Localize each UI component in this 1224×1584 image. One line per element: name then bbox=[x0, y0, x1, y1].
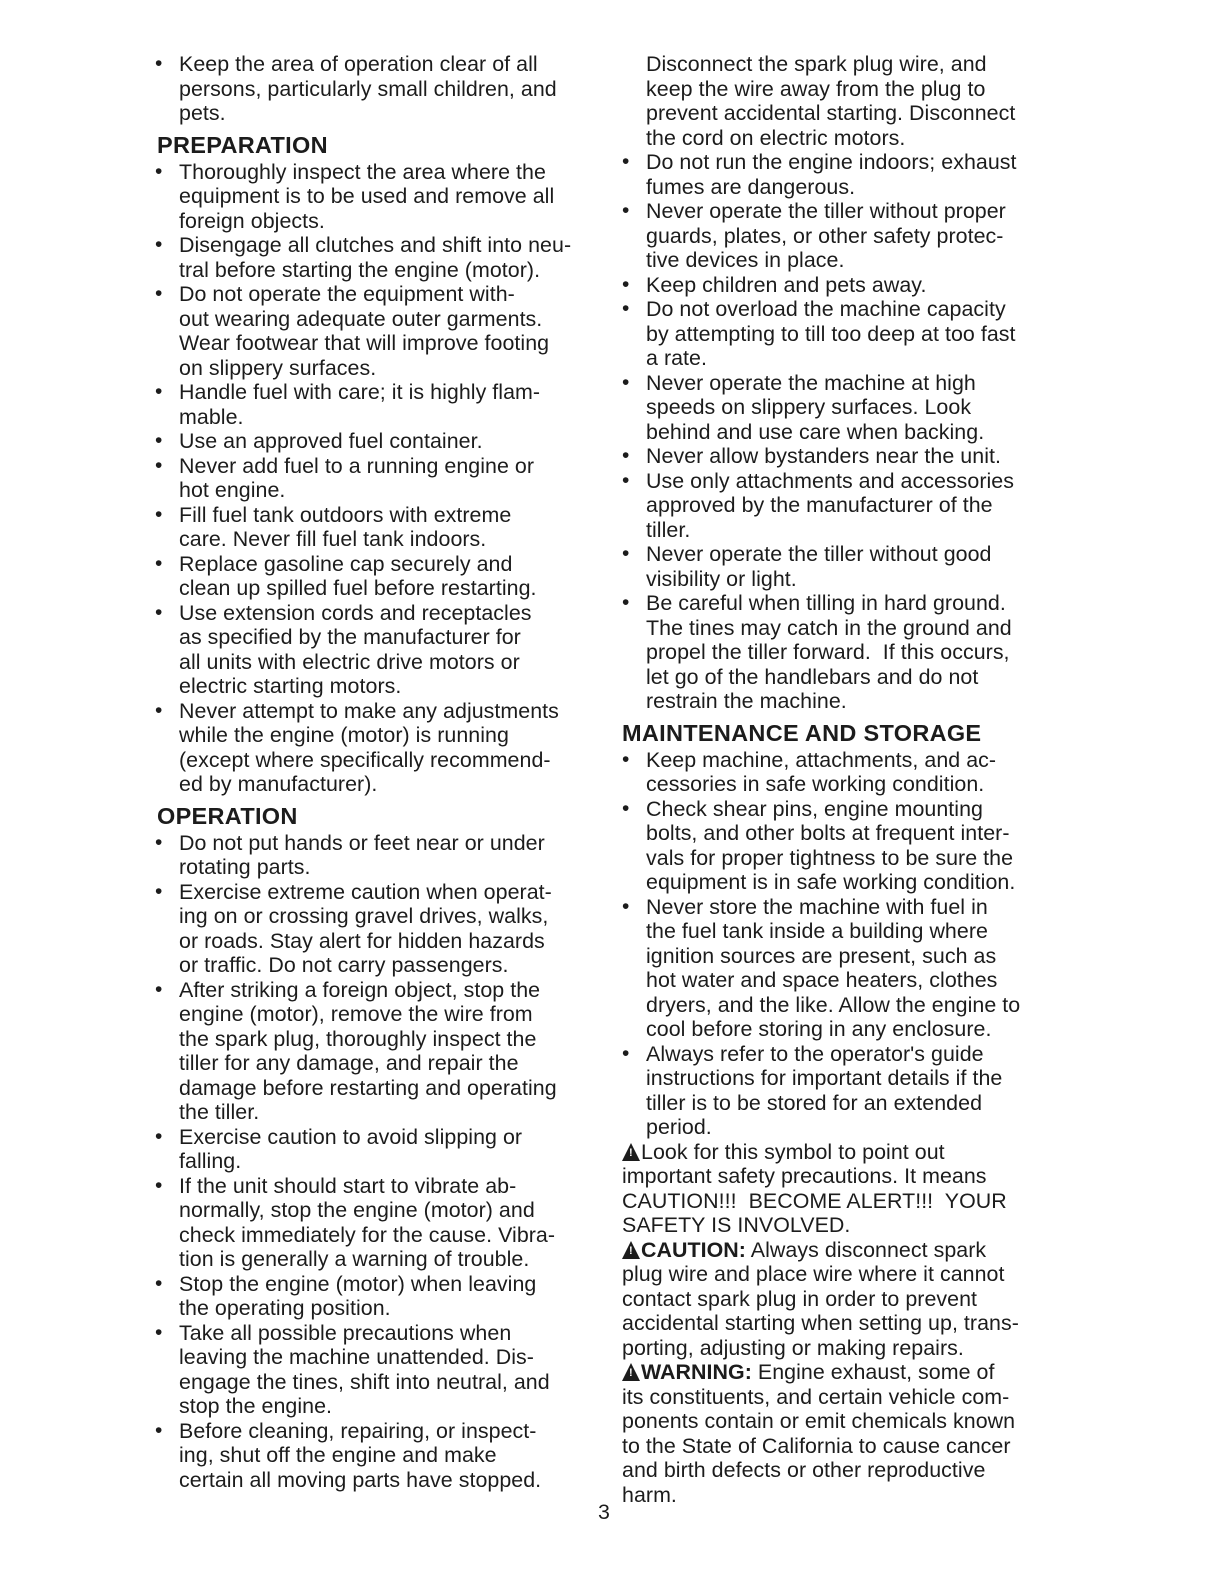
bullet-icon: • bbox=[622, 370, 630, 394]
list-item bbox=[155, 1419, 603, 1493]
text-line: Stop the engine (motor) when leaving bbox=[179, 1271, 537, 1296]
bullet-icon: • bbox=[155, 52, 163, 75]
text-line: Fill fuel tank outdoors with extreme bbox=[179, 502, 512, 527]
bullet-icon: • bbox=[155, 380, 163, 403]
list-item bbox=[155, 831, 603, 880]
text-line: pets. bbox=[179, 101, 226, 125]
list-item bbox=[155, 1174, 603, 1272]
text-line: the tiller. bbox=[179, 1100, 260, 1124]
text-line: ed by manufacturer). bbox=[179, 772, 378, 796]
text-line: tiller is to be stored for an extended bbox=[646, 1090, 983, 1115]
list-item bbox=[622, 150, 1062, 199]
bullet-icon: • bbox=[622, 1041, 630, 1065]
text-line: cool before storing in any enclosure. bbox=[646, 1017, 992, 1041]
preparation-heading: PREPARATION bbox=[157, 131, 328, 158]
text-line: engage the tines, shift into neutral, and bbox=[179, 1369, 550, 1394]
caution-first-line: Always disconnect spark bbox=[745, 1237, 987, 1262]
text-line: ignition sources are present, such as bbox=[646, 943, 997, 968]
list-item bbox=[622, 469, 1062, 543]
text-line: approved by the manufacturer of the bbox=[646, 493, 993, 517]
text-line: let go of the handlebars and do not bbox=[646, 664, 979, 689]
list-item bbox=[155, 1272, 603, 1321]
text-line: rotating parts. bbox=[179, 855, 311, 879]
text-line: fumes are dangerous. bbox=[646, 174, 856, 199]
bullet-icon: • bbox=[155, 1124, 163, 1148]
list-item bbox=[155, 1321, 603, 1419]
bullet-icon: • bbox=[155, 600, 163, 624]
bullet-icon: • bbox=[155, 551, 163, 575]
text-line: harm. bbox=[622, 1482, 677, 1507]
list-item bbox=[622, 797, 1062, 895]
text-line: Always refer to the operator's guide bbox=[646, 1041, 984, 1066]
text-line: Use an approved fuel container. bbox=[179, 429, 483, 453]
bullet-icon: • bbox=[155, 502, 163, 526]
text-line: Never allow bystanders near the unit. bbox=[646, 444, 1001, 468]
text-line: restrain the machine. bbox=[646, 689, 847, 713]
list-item bbox=[155, 429, 603, 454]
text-line: tion is generally a warning of trouble. bbox=[179, 1247, 530, 1271]
warning-first-line: Engine exhaust, some of bbox=[751, 1360, 995, 1384]
text-line: hot water and space heaters, clothes bbox=[646, 968, 998, 992]
list-item bbox=[155, 552, 603, 601]
symbol-note-first-line: Look for this symbol to point out bbox=[641, 1139, 945, 1164]
text-line: to the State of California to cause cancer bbox=[622, 1433, 1011, 1458]
maintenance-heading: MAINTENANCE AND STORAGE bbox=[622, 719, 982, 746]
maintenance-list bbox=[622, 748, 1062, 1140]
text-line: contact spark plug in order to prevent bbox=[622, 1286, 978, 1311]
bullet-icon: • bbox=[155, 879, 163, 903]
list-item bbox=[155, 380, 603, 429]
text-line: If the unit should start to vibrate ab- bbox=[179, 1173, 517, 1198]
text-line: equipment is in safe working condition. bbox=[646, 870, 1016, 894]
list-item bbox=[155, 454, 603, 503]
text-line: on slippery surfaces. bbox=[179, 355, 377, 380]
text-line: Never operate the tiller without proper bbox=[646, 199, 1006, 223]
caution-note bbox=[622, 1238, 1062, 1361]
text-line: Use extension cords and receptacles bbox=[179, 600, 532, 625]
operation-heading: OPERATION bbox=[157, 802, 298, 829]
symbol-note bbox=[622, 1140, 1062, 1238]
text-line: Handle fuel with care; it is highly flam- bbox=[179, 380, 541, 404]
text-line: the fuel tank inside a building where bbox=[646, 919, 988, 943]
text-line: Never add fuel to a running engine or bbox=[179, 453, 535, 478]
list-item bbox=[155, 978, 603, 1125]
text-line: a rate. bbox=[646, 346, 707, 370]
text-line: clean up spilled fuel before restarting. bbox=[179, 576, 537, 600]
text-line: falling. bbox=[179, 1149, 242, 1173]
bullet-icon: • bbox=[622, 796, 630, 820]
bullet-icon: • bbox=[622, 297, 630, 320]
list-item bbox=[155, 282, 603, 380]
list-item bbox=[622, 297, 1062, 371]
bullet-icon: • bbox=[155, 1418, 163, 1442]
list-item bbox=[622, 273, 1062, 298]
list-item bbox=[622, 748, 1062, 797]
bullet-icon: • bbox=[622, 199, 630, 222]
text-line: vals for proper tightness to be sure the bbox=[646, 845, 1014, 870]
bullet-icon: • bbox=[622, 894, 630, 918]
text-line: its constituents, and certain vehicle com- bbox=[622, 1384, 1010, 1409]
text-line: all units with electric drive motors or bbox=[179, 649, 520, 674]
text-line: Never attempt to make any adjustments bbox=[179, 698, 559, 723]
text-line: damage before restarting and operating bbox=[179, 1075, 557, 1100]
text-line: Keep machine, attachments, and ac- bbox=[646, 747, 997, 772]
bullet-icon: • bbox=[155, 429, 163, 452]
text-line: plug wire and place wire where it cannot bbox=[622, 1262, 1005, 1286]
list-item bbox=[155, 503, 603, 552]
text-line: (except where specifically recommend- bbox=[179, 747, 551, 772]
list-item bbox=[622, 591, 1062, 714]
list-item bbox=[622, 371, 1062, 445]
warning-note bbox=[622, 1360, 1062, 1507]
text-line: by attempting to till too deep at too fast bbox=[646, 321, 1016, 346]
list-item bbox=[622, 444, 1062, 469]
text-line: CAUTION!!! BECOME ALERT!!! YOUR bbox=[622, 1188, 1007, 1213]
list-item bbox=[155, 52, 603, 126]
text-line: Replace gasoline cap securely and bbox=[179, 551, 513, 576]
list-item bbox=[155, 880, 603, 978]
warning-triangle-icon: ! bbox=[622, 1363, 640, 1381]
text-line: behind and use care when backing. bbox=[646, 419, 985, 444]
text-line: or roads. Stay alert for hidden hazards bbox=[179, 928, 545, 953]
text-line: the spark plug, thoroughly inspect the bbox=[179, 1026, 537, 1051]
text-line: Keep the area of operation clear of all bbox=[179, 52, 538, 76]
text-line: Never operate the tiller without good bbox=[646, 542, 992, 566]
warning-triangle-icon: ! bbox=[622, 1241, 640, 1259]
text-line: equipment is to be used and remove all bbox=[179, 184, 555, 208]
list-item bbox=[155, 160, 603, 234]
warning-label: WARNING: bbox=[641, 1360, 752, 1384]
text-line: guards, plates, or other safety protec- bbox=[646, 223, 1004, 248]
right-column bbox=[622, 52, 1062, 1507]
preparation-list bbox=[155, 160, 603, 797]
text-line: tiller. bbox=[646, 517, 691, 542]
text-line: electric starting motors. bbox=[179, 674, 402, 698]
bullet-icon: • bbox=[155, 159, 163, 183]
operation-list-continued bbox=[622, 150, 1062, 714]
text-line: bolts, and other bolts at frequent inter- bbox=[646, 821, 1010, 845]
text-line: ponents contain or emit chemicals known bbox=[622, 1409, 1016, 1433]
text-line: Check shear pins, engine mounting bbox=[646, 796, 983, 821]
text-line: Disconnect the spark plug wire, and bbox=[646, 52, 987, 76]
bullet-icon: • bbox=[622, 444, 630, 467]
text-line: Do not put hands or feet near or under bbox=[179, 830, 545, 855]
text-line: prevent accidental starting. Disconnect bbox=[646, 101, 1016, 125]
text-line: leaving the machine unattended. Dis- bbox=[179, 1345, 534, 1369]
bullet-icon: • bbox=[155, 453, 163, 477]
bullet-icon: • bbox=[622, 747, 630, 771]
page-number: 3 bbox=[598, 1500, 610, 1524]
text-line: Before cleaning, repairing, or inspect- bbox=[179, 1418, 537, 1443]
left-column bbox=[155, 52, 603, 1492]
continued-bullet-text bbox=[622, 52, 1062, 150]
text-line: engine (motor), remove the wire from bbox=[179, 1002, 533, 1026]
bullet-icon: • bbox=[155, 1320, 163, 1344]
text-line: or traffic. Do not carry passengers. bbox=[179, 953, 509, 977]
text-line: porting, adjusting or making repairs. bbox=[622, 1335, 964, 1360]
text-line: the operating position. bbox=[179, 1296, 391, 1320]
text-line: Wear footwear that will improve footing bbox=[179, 331, 550, 355]
intro-bullet-list bbox=[155, 52, 603, 126]
text-line: the cord on electric motors. bbox=[646, 125, 906, 150]
text-line: After striking a foreign object, stop the bbox=[179, 977, 541, 1002]
text-line: cessories in safe working condition. bbox=[646, 772, 985, 796]
text-line: stop the engine. bbox=[179, 1394, 333, 1418]
text-line: as specified by the manufacturer for bbox=[179, 625, 521, 649]
text-line: while the engine (motor) is running bbox=[179, 723, 509, 747]
text-line: Do not overload the machine capacity bbox=[646, 297, 1006, 321]
text-line: normally, stop the engine (motor) and bbox=[179, 1198, 535, 1222]
text-line: dryers, and the like. Allow the engine to bbox=[646, 992, 1021, 1017]
text-line: Thoroughly inspect the area where the bbox=[179, 159, 546, 184]
list-item bbox=[622, 1042, 1062, 1140]
text-line: keep the wire away from the plug to bbox=[646, 76, 986, 101]
text-line: tive devices in place. bbox=[646, 248, 845, 272]
text-line: foreign objects. bbox=[179, 208, 325, 233]
text-line: Be careful when tilling in hard ground. bbox=[646, 591, 1006, 615]
text-line: out wearing adequate outer garments. bbox=[179, 306, 543, 331]
text-line: Do not run the engine indoors; exhaust bbox=[646, 150, 1017, 174]
list-item bbox=[155, 233, 603, 282]
text-line: Keep children and pets away. bbox=[646, 272, 927, 297]
text-line: certain all moving parts have stopped. bbox=[179, 1467, 542, 1492]
text-line: ing on or crossing gravel drives, walks, bbox=[179, 904, 549, 928]
bullet-icon: • bbox=[622, 542, 630, 565]
list-item bbox=[155, 1125, 603, 1174]
bullet-icon: • bbox=[155, 282, 163, 305]
text-line: and birth defects or other reproductive bbox=[622, 1458, 986, 1482]
text-line: Never store the machine with fuel in bbox=[646, 894, 988, 919]
text-line: Take all possible precautions when bbox=[179, 1320, 512, 1345]
text-line: propel the tiller forward. If this occurs, bbox=[646, 640, 1010, 664]
text-line: Do not operate the equipment with- bbox=[179, 282, 515, 306]
text-line: ing, shut off the engine and make bbox=[179, 1443, 497, 1467]
bullet-icon: • bbox=[155, 698, 163, 722]
operation-list bbox=[155, 831, 603, 1493]
text-line: persons, particularly small children, and bbox=[179, 76, 557, 101]
bullet-icon: • bbox=[622, 468, 630, 492]
text-line: Disengage all clutches and shift into neu- bbox=[179, 233, 572, 257]
text-line: Exercise extreme caution when operat- bbox=[179, 879, 552, 904]
bullet-icon: • bbox=[155, 1173, 163, 1197]
list-item bbox=[622, 542, 1062, 591]
text-line: mable. bbox=[179, 404, 244, 429]
text-line: speeds on slippery surfaces. Look bbox=[646, 395, 972, 419]
bullet-icon: • bbox=[155, 977, 163, 1001]
bullet-icon: • bbox=[155, 1271, 163, 1295]
bullet-icon: • bbox=[622, 150, 630, 173]
list-item bbox=[155, 699, 603, 797]
bullet-icon: • bbox=[155, 233, 163, 256]
text-line: The tines may catch in the ground and bbox=[646, 615, 1012, 640]
text-line: hot engine. bbox=[179, 478, 286, 502]
text-line: check immediately for the cause. Vibra- bbox=[179, 1222, 556, 1247]
list-item bbox=[622, 199, 1062, 273]
bullet-icon: • bbox=[622, 591, 630, 614]
text-line: instructions for important details if the bbox=[646, 1066, 1003, 1090]
text-line: care. Never fill fuel tank indoors. bbox=[179, 527, 487, 551]
bullet-icon: • bbox=[622, 272, 630, 296]
warning-triangle-icon: ! bbox=[622, 1143, 640, 1161]
text-line: tral before starting the engine (motor). bbox=[179, 257, 541, 282]
text-line: period. bbox=[646, 1115, 712, 1139]
text-line: Use only attachments and accessories bbox=[646, 468, 1014, 493]
text-line: SAFETY IS INVOLVED. bbox=[622, 1213, 851, 1237]
text-line: Exercise caution to avoid slipping or bbox=[179, 1124, 523, 1149]
text-line: accidental starting when setting up, trans- bbox=[622, 1311, 1019, 1335]
list-item bbox=[622, 895, 1062, 1042]
caution-label: CAUTION: bbox=[641, 1237, 746, 1262]
list-item bbox=[155, 601, 603, 699]
bullet-icon: • bbox=[155, 830, 163, 854]
text-line: tiller for any damage, and repair the bbox=[179, 1051, 519, 1075]
text-line: visibility or light. bbox=[646, 566, 797, 591]
text-line: Never operate the machine at high bbox=[646, 370, 976, 395]
text-line: important safety precautions. It means bbox=[622, 1164, 987, 1188]
